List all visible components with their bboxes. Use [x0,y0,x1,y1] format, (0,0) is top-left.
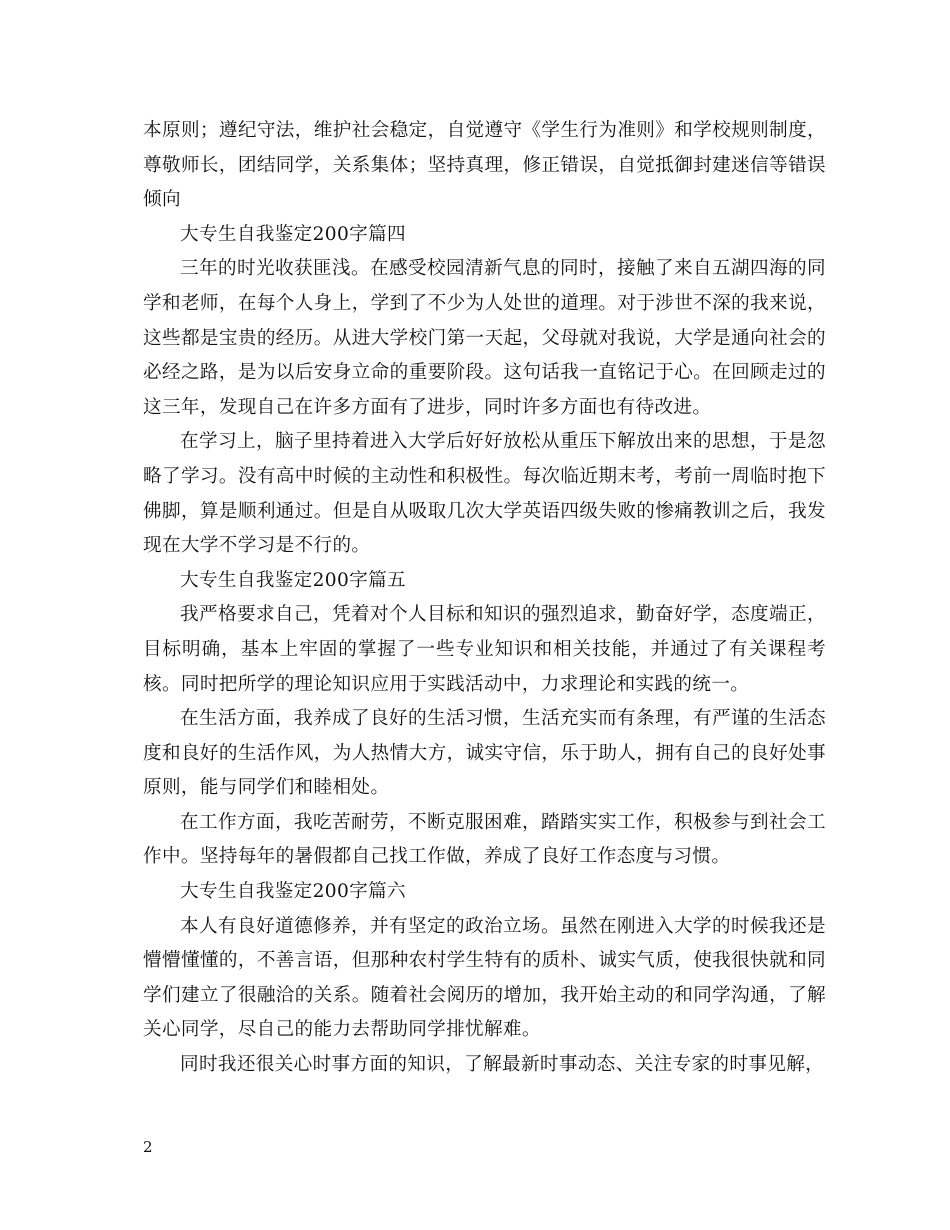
paragraph: 本人有良好道德修养，并有坚定的政治立场。虽然在刚进入大学的时候我还是懵懵懂懂的，不善言语，但那种农村学生特有的质朴、诚实气质，使我很快就和同学们建立了很融洽的关系。随着社会阅历的增加，我开始主动的和同学沟通，了解关心同学，尽自己的能力去帮助同学排忧解难。 [143,915,826,1041]
page-body [143,114,826,1083]
paragraph: 三年的时光收获匪浅。在感受校园清新气息的同时，接触了来自五湖四海的同学和老师，在每个人身上，学到了不少为人处世的道理。对于涉世不深的我来说，这些都是宝贵的经历。从进大学校门第一天起，父母就对我说，大学是通向社会的必经之路，是为以后安身立命的重要阶段。这句话我一直铭记于心。在回顾走过的这三年，发现自己在许多方面有了进步，同时许多方面也有待改进。 [143,258,826,418]
section-heading-part-5: 大专生自我鉴定200字篇五 [180,569,406,591]
section-heading-part-6: 大专生自我鉴定200字篇六 [180,881,406,903]
section-heading-part-4: 大专生自我鉴定200字篇四 [180,223,406,245]
paragraph-continuation: 本原则；遵纪守法，维护社会稳定，自觉遵守《学生行为准则》和学校规则制度，尊敬师长，团结同学，关系集体；坚持真理，修正错误，自觉抵御封建迷信等错误倾向 [143,120,826,211]
paragraph: 在学习上，脑子里持着进入大学后好好放松从重压下解放出来的思想，于是忽略了学习。没有高中时候的主动性和积极性。每次临近期末考，考前一周临时抱下佛脚，算是顺利通过。但是自从吸取几次大学英语四级失败的惨痛教训之后，我发现在大学不学习是不行的。 [143,431,826,557]
paragraph: 在生活方面，我养成了良好的生活习惯，生活充实而有条理，有严谨的生活态度和良好的生活作风，为人热情大方，诚实守信，乐于助人，拥有自己的良好处事原则，能与同学们和睦相处。 [143,708,826,799]
page-number: 2 [143,1138,153,1156]
paragraph: 同时我还很关心时事方面的知识，了解最新时事动态、关注专家的时事见解， [180,1054,825,1076]
paragraph: 我严格要求自己，凭着对个人目标和知识的强烈追求，勤奋好学，态度端正，目标明确，基本上牢固的掌握了一些专业知识和相关技能，并通过了有关课程考核。同时把所学的理论知识应用于实践活动中，力求理论和实践的统一。 [143,604,826,695]
paragraph: 在工作方面，我吃苦耐劳，不断克服困难，踏踏实实工作，积极参与到社会工作中。坚持每年的暑假都自己找工作做，养成了良好工作态度与习惯。 [143,811,826,868]
